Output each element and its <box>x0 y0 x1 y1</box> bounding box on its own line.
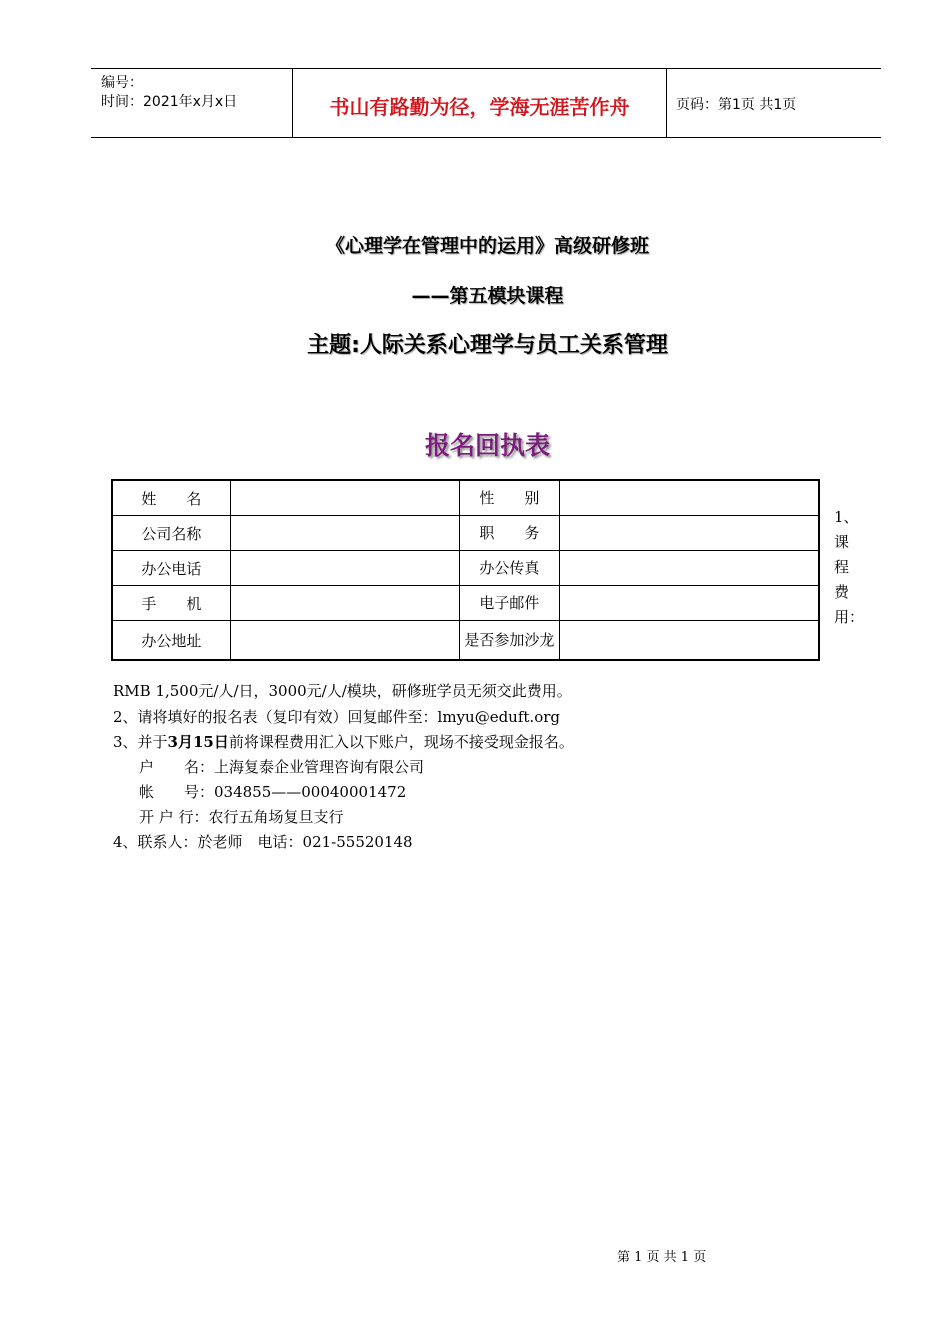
field-label-company: 公司名称 <box>112 516 230 551</box>
field-label-email: 电子邮件 <box>460 586 560 621</box>
form-row <box>112 480 819 516</box>
field-label-name: 姓 名 <box>112 480 230 516</box>
salon-field[interactable] <box>559 621 819 661</box>
form-title: 报名回执表 <box>424 431 550 460</box>
field-label-position: 职 务 <box>460 516 560 551</box>
account-name: 户 名：上海复泰企业管理咨询有限公司 <box>139 758 425 776</box>
deadline-date: 3月15日 <box>167 733 229 751</box>
email-field[interactable] <box>559 586 819 621</box>
company-field[interactable] <box>230 516 459 551</box>
name-field[interactable] <box>230 480 459 516</box>
gender-field[interactable] <box>559 480 819 516</box>
note-item-3 <box>113 731 574 752</box>
module-title: ——第五模块课程 <box>411 285 564 307</box>
field-label-gender: 性 别 <box>460 480 560 516</box>
header-center-cell <box>292 69 667 137</box>
account-number: 帐 号：034855——00040001472 <box>139 783 407 801</box>
motto: 书山有路勤为径，学海无涯苦作舟 <box>329 95 630 119</box>
field-label-mobile: 手 机 <box>112 586 230 621</box>
header-left-cell <box>91 69 292 137</box>
form-row <box>112 551 819 586</box>
note-item-3-suffix: 前将课程费用汇入以下账户，现场不接受现金报名。 <box>228 733 574 751</box>
contact-info: 4、联系人：於老师 电话：021-55520148 <box>113 833 413 851</box>
side-note: 1、课程费用： <box>834 508 865 626</box>
form-row <box>112 586 819 621</box>
address-field[interactable] <box>230 621 459 661</box>
course-title: 《心理学在管理中的运用》高级研修班 <box>325 235 649 257</box>
field-label-office-phone: 办公电话 <box>112 551 230 586</box>
page-info: 页码：第1页 共1页 <box>676 97 797 113</box>
id-label: 编号： <box>101 75 143 91</box>
fee-note: RMB 1,500元/人/日，3000元/人/模块，研修班学员无须交此费用。 <box>113 682 572 700</box>
fax-field[interactable] <box>559 551 819 586</box>
footer-page-number: 第 1 页 共 1 页 <box>617 1250 707 1265</box>
topic-title: 主题:人际关系心理学与员工关系管理 <box>307 333 668 358</box>
form-row <box>112 516 819 551</box>
header-right-cell <box>666 69 881 137</box>
note-item-3-prefix: 3、并于 <box>113 733 168 751</box>
time-label: 时间：2021年x月x日 <box>101 94 238 110</box>
registration-form <box>111 479 820 661</box>
field-label-salon: 是否参加沙龙 <box>460 621 560 661</box>
field-label-fax: 办公传真 <box>460 551 560 586</box>
bank-name: 开 户 行：农行五角场复旦支行 <box>139 808 344 826</box>
position-field[interactable] <box>559 516 819 551</box>
field-label-address: 办公地址 <box>112 621 230 661</box>
form-row <box>112 621 819 661</box>
note-item-2: 2、请将填好的报名表（复印有效）回复邮件至：lmyu@eduft.org <box>113 708 560 726</box>
office-phone-field[interactable] <box>230 551 459 586</box>
header-band <box>91 68 881 138</box>
mobile-field[interactable] <box>230 586 459 621</box>
